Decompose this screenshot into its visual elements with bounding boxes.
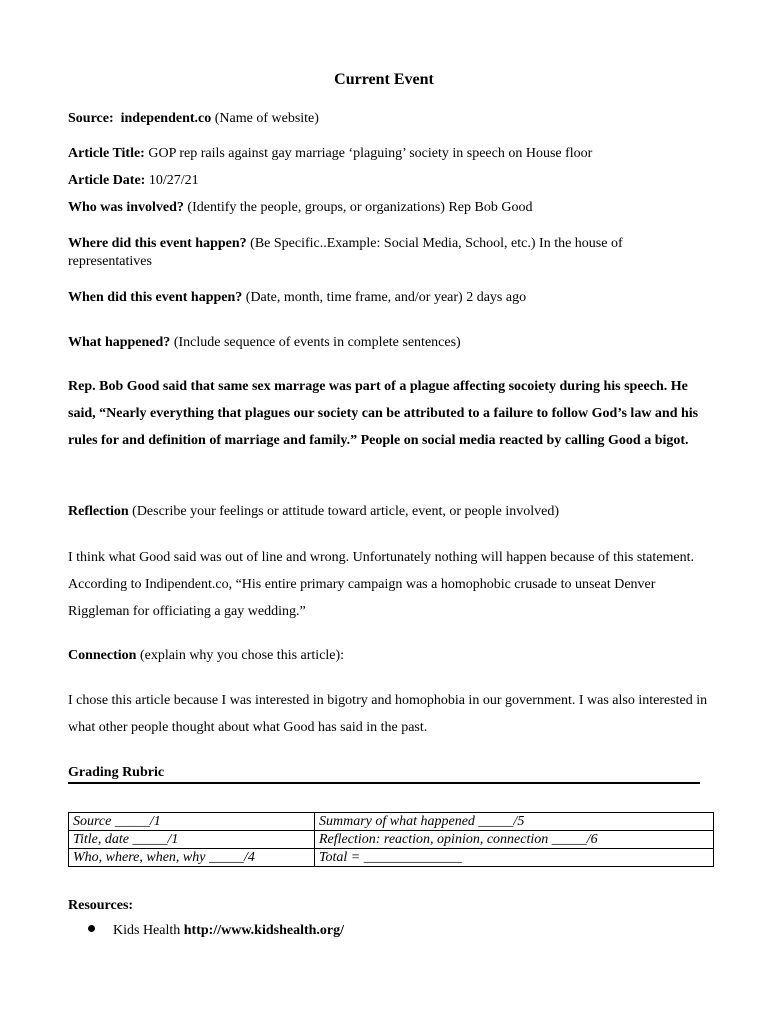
reflection-label: Reflection [68, 504, 129, 519]
when-value: 2 days ago [466, 290, 527, 305]
what-happened-text: Rep. Bob Good said that same sex marrage was part of a plague affecting socoiety during his speech. He said, “Nearly everything that plagues our society can be attributed to a failure to follow God’s law and his rules for and definition of marriage and family.” People on social media reacted by calling Good a bigot. [68, 379, 699, 448]
source-line [68, 110, 319, 128]
page-title: Current Event [334, 71, 434, 88]
where-value-line2: representatives [68, 254, 152, 269]
rubric-cell-reflection: Reflection: reaction, opinion, connection _____/6 [315, 831, 714, 849]
where-value-line1: In the house of [539, 236, 623, 251]
who-value: Rep Bob Good [448, 200, 533, 215]
where-line [68, 235, 623, 253]
rubric-cell-source: Source _____/1 [69, 813, 315, 831]
resources-heading: Resources: [68, 898, 134, 913]
source-hint: (Name of website) [214, 111, 319, 126]
reflection-hint: (Describe your feelings or attitude toward article, event, or people involved) [132, 504, 559, 519]
what-line [68, 334, 461, 352]
what-hint: (Include sequence of events in complete sentences) [173, 335, 461, 350]
article-title-label: Article Title: [68, 146, 145, 161]
where-label: Where did this event happen? [68, 236, 247, 251]
table-row [69, 849, 714, 867]
connection-label: Connection [68, 648, 137, 663]
who-hint: (Identify the people, groups, or organizations) [187, 200, 445, 215]
list-item [88, 922, 344, 940]
who-line [68, 199, 532, 217]
when-hint: (Date, month, time frame, and/or year) [245, 290, 463, 305]
rubric-cell-total: Total = ______________ [315, 849, 714, 867]
article-date-value: 10/27/21 [148, 173, 199, 188]
reflection-line [68, 503, 559, 521]
who-label: Who was involved? [68, 200, 184, 215]
grading-rubric-table [68, 812, 714, 867]
where-hint: (Be Specific..Example: Social Media, School, etc.) [250, 236, 536, 251]
when-line [68, 289, 526, 307]
resource-link[interactable]: http://www.kidshealth.org/ [183, 923, 345, 938]
rubric-cell-title-date: Title, date _____/1 [69, 831, 315, 849]
rubric-heading: Grading Rubric [68, 765, 165, 780]
source-label: Source: [68, 111, 114, 126]
bullet-icon [88, 925, 95, 932]
article-date-line [68, 172, 199, 190]
rubric-divider [68, 782, 700, 784]
resource-name: Kids Health [113, 923, 181, 938]
reflection-text: I think what Good said was out of line and wrong. Unfortunately nothing will happen because of this statement. According to Indipendent.co, “His entire primary campaign was a homophobic crusade to unseat Denver Riggleman for officiating a gay wedding.” [68, 550, 694, 619]
rubric-cell-who-where: Who, where, when, why _____/4 [69, 849, 315, 867]
connection-hint: (explain why you chose this article): [139, 648, 345, 663]
rubric-cell-summary: Summary of what happened _____/5 [315, 813, 714, 831]
connection-text: I chose this article because I was interested in bigotry and homophobia in our government. I was also interested in what other people thought about what Good has said in the past. [68, 693, 708, 735]
table-row [69, 831, 714, 849]
article-title-value: GOP rep rails against gay marriage ‘plaguing’ society in speech on House floor [148, 146, 593, 161]
table-row [69, 813, 714, 831]
article-title-line [68, 145, 592, 163]
connection-line [68, 647, 344, 665]
what-label: What happened? [68, 335, 171, 350]
article-date-label: Article Date: [68, 173, 146, 188]
when-label: When did this event happen? [68, 290, 243, 305]
source-value: independent.co [120, 111, 212, 126]
